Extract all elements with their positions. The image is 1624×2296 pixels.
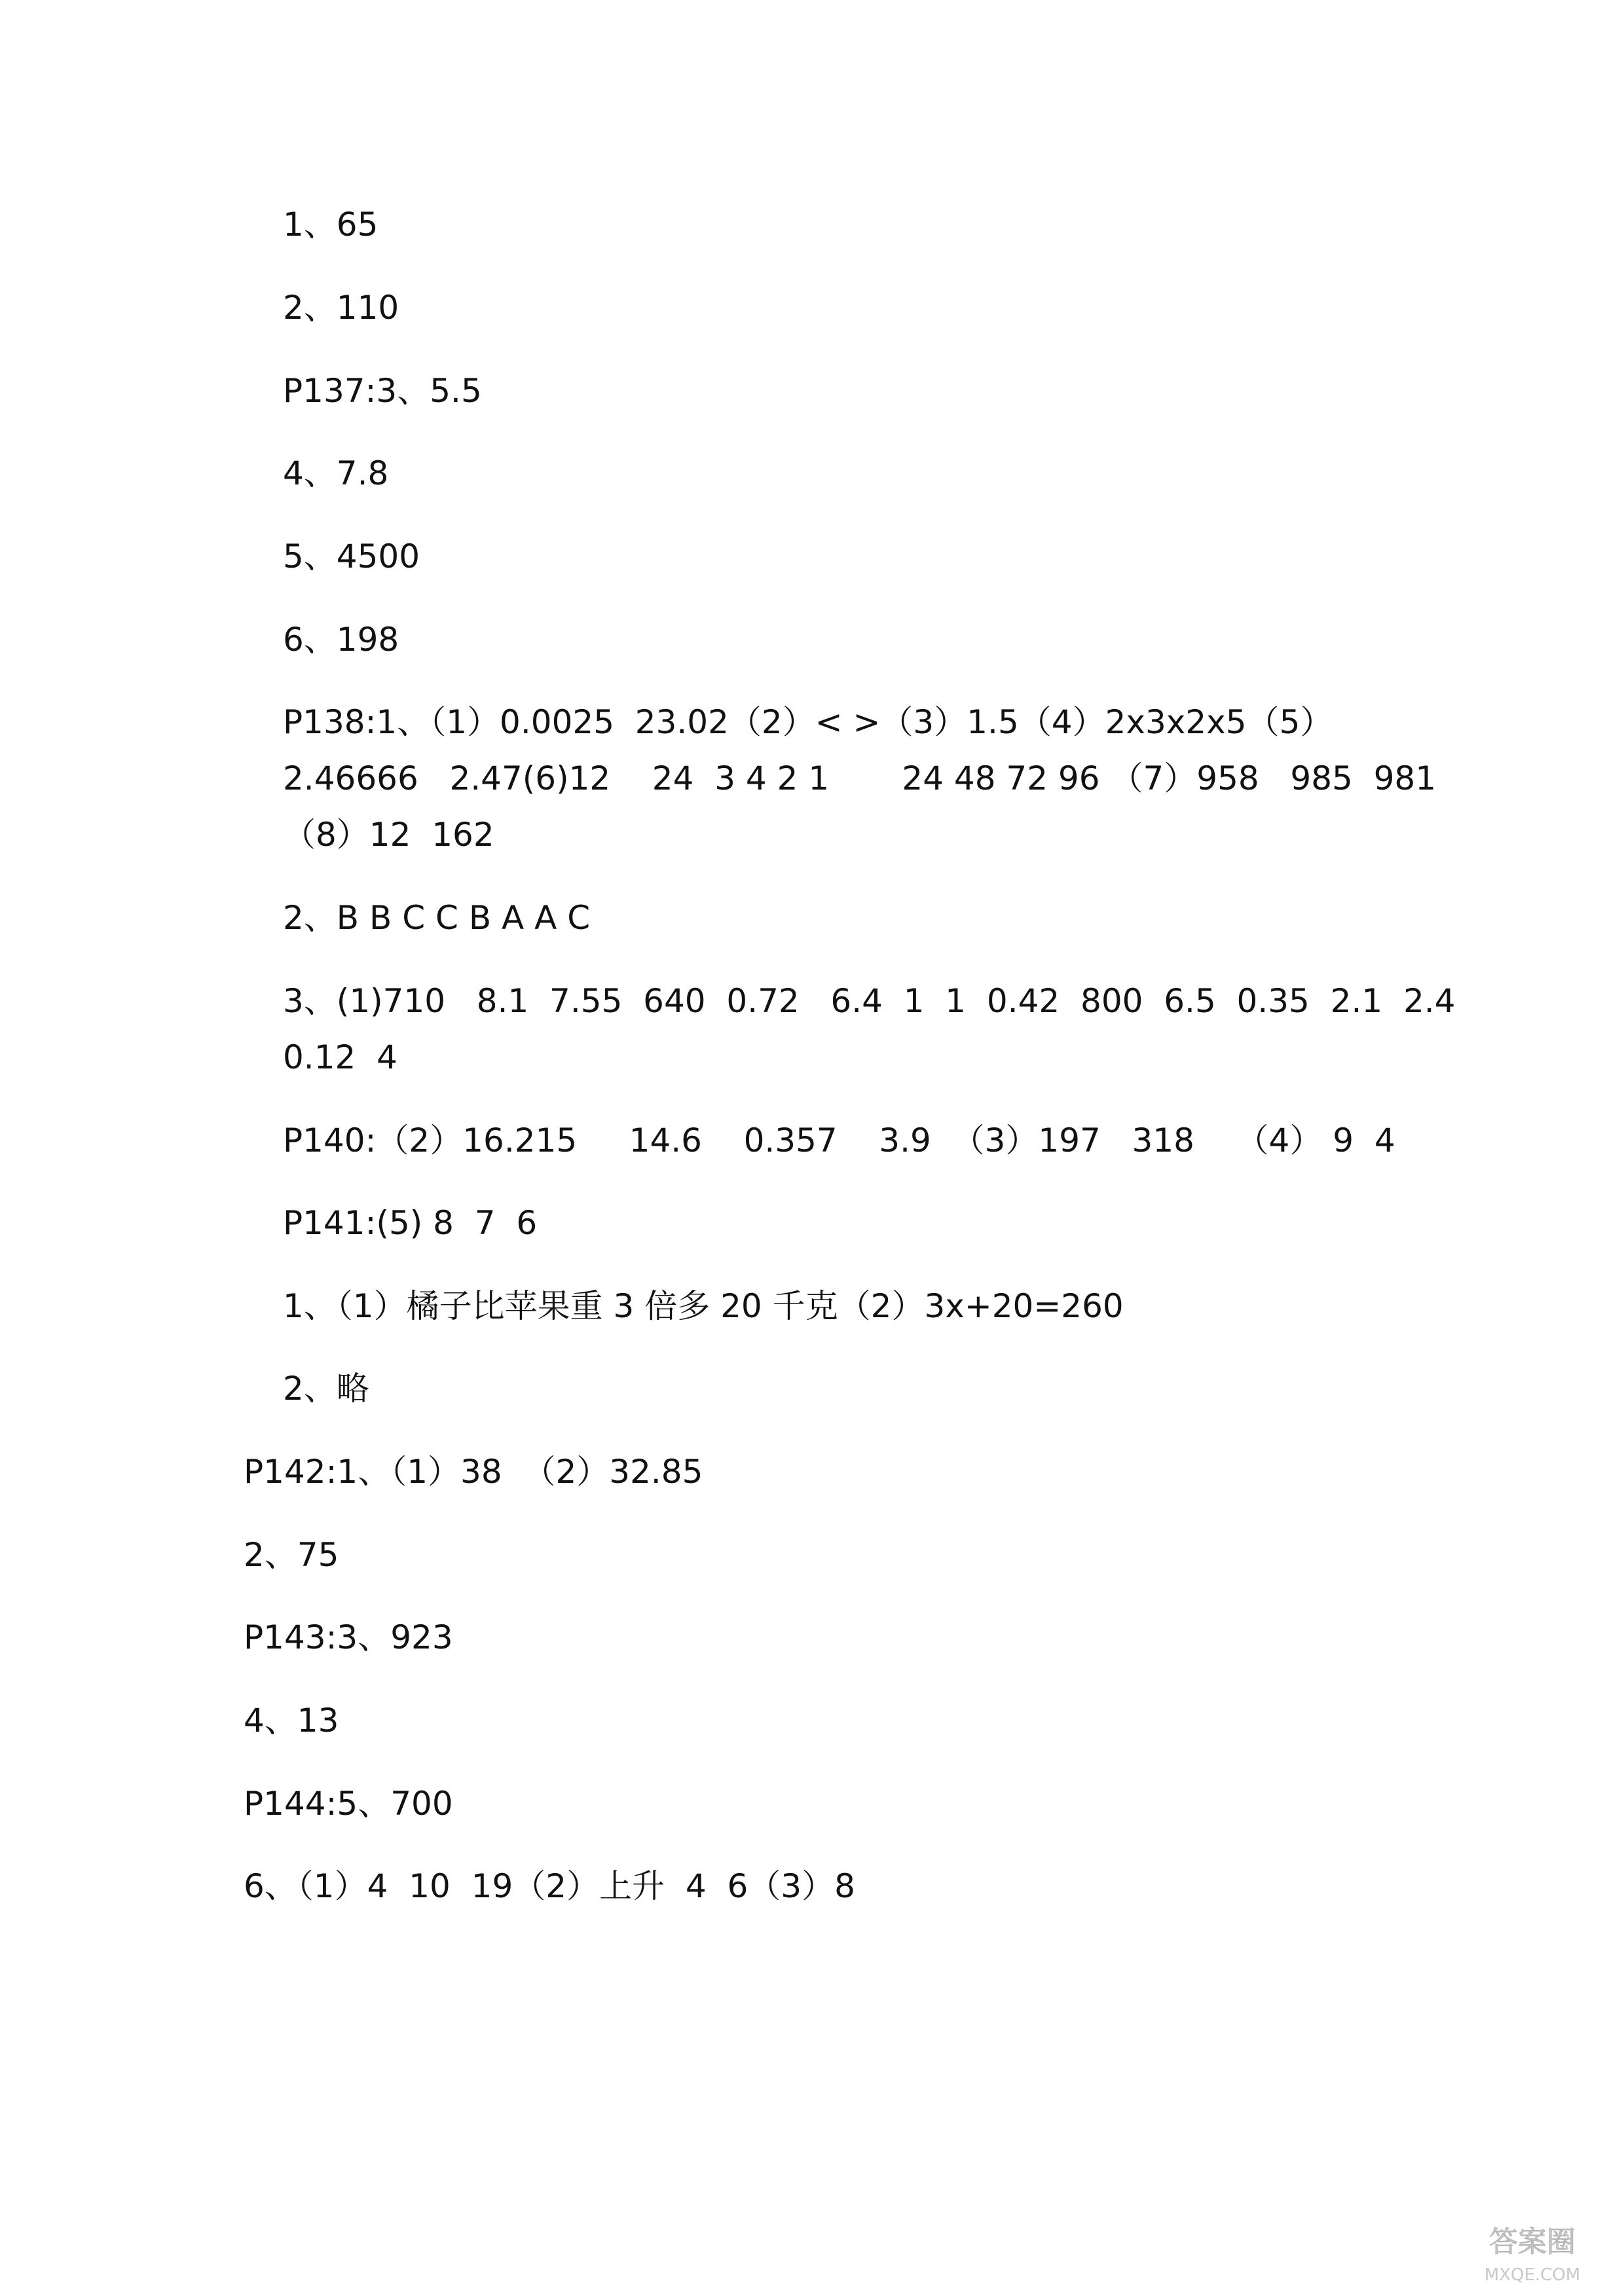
answer-line: P138:1、（1）0.0025 23.02（2）< >（3）1.5（4）2x3x2x5（5） xyxy=(283,703,1333,741)
answer-line: 4、13 xyxy=(244,1702,339,1740)
answer-line: P144:5、700 xyxy=(244,1785,453,1823)
answer-line: 4、7.8 xyxy=(283,454,389,492)
answer-line: 3、(1)710 8.1 7.55 640 0.72 6.4 1 1 0.42 800 6.5 0.35 2.1 2.4 xyxy=(283,982,1456,1020)
answer-line: P137:3、5.5 xyxy=(283,372,482,410)
answer-line: 6、198 xyxy=(283,621,399,659)
watermark-title: 答案圈 xyxy=(1489,2225,1576,2259)
answer-line: 2、略 xyxy=(283,1370,369,1408)
watermark-logo xyxy=(1454,2217,1611,2289)
answer-line: 2、B B C C B A A C xyxy=(283,899,591,937)
answer-line: 1、（1）橘子比苹果重 3 倍多 20 千克（2）3x+20=260 xyxy=(283,1287,1124,1325)
answer-line: （8）12 162 xyxy=(283,816,494,854)
answer-line: 2、110 xyxy=(283,289,399,327)
answer-line: 5、4500 xyxy=(283,538,420,575)
watermark-url: MXQE.COM xyxy=(1484,2265,1581,2285)
answer-line: 2.46666 2.47(6)12 24 3 4 2 1 24 48 72 96 （7）958 985 981 xyxy=(283,759,1437,797)
answer-line: P141:(5) 8 7 6 xyxy=(283,1204,538,1242)
answer-line: 2、75 xyxy=(244,1536,339,1574)
answer-line: P140:（2）16.215 14.6 0.357 3.9 （3）197 318 （4） 9 4 xyxy=(283,1121,1395,1159)
answer-line: P142:1、（1）38 （2）32.85 xyxy=(244,1453,703,1491)
answer-line: 0.12 4 xyxy=(283,1038,397,1076)
answer-line: P143:3、923 xyxy=(244,1618,453,1656)
answer-line: 1、65 xyxy=(283,206,378,244)
answer-line: 6、（1）4 10 19（2）上升 4 6（3）8 xyxy=(244,1867,855,1905)
